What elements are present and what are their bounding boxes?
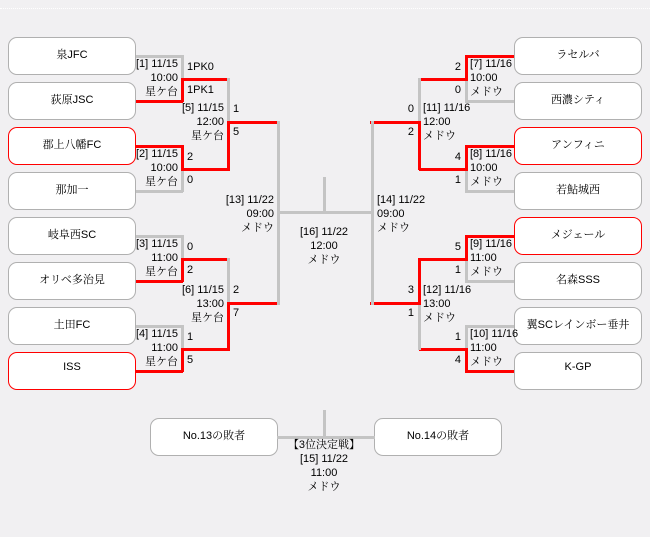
match6-info (150, 283, 224, 325)
m7-score-top: 2 (454, 61, 461, 73)
m4-connector-top (181, 325, 184, 350)
m8-winner-line (419, 168, 468, 171)
match-time: 11:00 (470, 252, 497, 264)
match13-info (196, 193, 274, 235)
team-box-right-7: 翼SCレインボー垂井 (514, 307, 642, 345)
match-time: 13:00 (196, 298, 224, 310)
match-venue: メドウ (470, 86, 503, 98)
m10-connector-top (465, 325, 468, 350)
match-time: 11:00 (470, 342, 497, 354)
match-time: 10:00 (150, 162, 178, 174)
team-box-right-1: ラセルバ (514, 37, 642, 75)
match-label: [13] 11/22 (225, 194, 274, 206)
m6-score-bottom: 7 (233, 307, 240, 319)
match7-info (470, 57, 512, 99)
m3-winner-line (181, 258, 230, 261)
match-label: [12] 11/16 (423, 284, 472, 296)
match-time: 11:00 (310, 467, 338, 479)
match-venue: 星ケ台 (145, 176, 178, 188)
match-label: [5] 11/15 (182, 102, 224, 114)
team-box-right-5: メジェール (514, 217, 642, 255)
m2-bottom-entry-line (136, 190, 183, 193)
match12-info (423, 283, 471, 325)
m4-winner-line (181, 348, 230, 351)
match-label: [4] 11/15 (136, 328, 178, 340)
match10-info (470, 327, 518, 369)
m9-connector-top (465, 235, 468, 260)
match-venue: メドウ (423, 130, 456, 142)
match-venue: メドウ (307, 481, 341, 493)
match8-info (470, 147, 512, 189)
team-box-left-4: 那加一 (8, 172, 136, 210)
m10-winner-line (419, 348, 468, 351)
match-time: 11:00 (151, 342, 178, 354)
m7-connector-top (465, 55, 468, 80)
m5-score-top: 1 (233, 103, 240, 115)
team-box-right-4: 若鮎城西 (514, 172, 642, 210)
match-venue: メドウ (470, 356, 503, 368)
m1-winner-line (181, 78, 230, 81)
match-label: [15] 11/22 (299, 453, 349, 465)
m3-connector-top (181, 235, 184, 260)
m8-connector-top (465, 145, 468, 170)
m11-score-top: 0 (407, 103, 414, 115)
m1-connector-bottom (181, 78, 184, 102)
m7-bottom-entry-line (465, 100, 514, 103)
match-label: [3] 11/15 (136, 238, 178, 250)
third-place-box-left: No.13の敗者 (150, 418, 278, 456)
m6-connector-top (227, 258, 230, 304)
m5-connector-bottom (227, 121, 230, 170)
m2-score-bottom: 0 (187, 174, 194, 186)
match-time: 10:00 (470, 162, 498, 174)
match2-info (104, 147, 178, 189)
match16-info (282, 225, 366, 267)
match-time: 10:00 (150, 72, 178, 84)
match15-info (272, 438, 376, 494)
match-venue: 星ケ台 (145, 356, 178, 368)
m12-score-bottom: 1 (407, 307, 414, 319)
m3-connector-bottom (181, 258, 184, 282)
match9-info (470, 237, 512, 279)
m2-score-top: 2 (187, 151, 194, 163)
match-label: [8] 11/16 (470, 148, 512, 160)
m9-winner-line (419, 258, 468, 261)
m7-connector-bottom (465, 78, 468, 102)
team-box-right-6: 名森SSS (514, 262, 642, 300)
team-box-left-3: 郡上八幡FC (8, 127, 136, 165)
m4-connector-bottom (181, 348, 184, 372)
match4-info (104, 327, 178, 369)
match3-info (104, 237, 178, 279)
m8-bottom-entry-line (465, 190, 514, 193)
m3-score-bottom: 2 (187, 264, 194, 276)
team-box-right-2: 西濃シティ (514, 82, 642, 120)
match-label: [2] 11/15 (136, 148, 178, 160)
match-label: [6] 11/15 (182, 284, 224, 296)
m11-winner-line (370, 121, 421, 124)
match-label: [11] 11/16 (423, 102, 471, 114)
m1-score-top: 1PK0 (187, 61, 214, 73)
m4-bottom-entry-line (136, 370, 183, 373)
team-box-left-1: 泉JFC (8, 37, 136, 75)
team-box-right-3: アンフィニ (514, 127, 642, 165)
m4-score-top: 1 (187, 331, 194, 343)
third-place-winner-line (323, 410, 326, 438)
m7-winner-line (419, 78, 468, 81)
team-box-left-7: 土田FC (8, 307, 136, 345)
m2-winner-line (181, 168, 230, 171)
third-place-box-right: No.14の敗者 (374, 418, 502, 456)
m12-score-top: 3 (407, 284, 414, 296)
m5-winner-line (227, 121, 280, 124)
match-venue: 星ケ台 (145, 86, 178, 98)
page-divider (0, 8, 650, 9)
match-venue: 星ケ台 (191, 130, 224, 142)
match11-info (423, 101, 470, 143)
match-venue: メドウ (470, 176, 503, 188)
m14-connector (371, 121, 374, 305)
m3-score-top: 0 (187, 241, 194, 253)
match-venue: メドウ (423, 312, 456, 324)
match-label: [7] 11/16 (470, 58, 512, 70)
match-venue: メドウ (377, 222, 410, 234)
m12-winner-line (370, 302, 421, 305)
m2-connector-top (181, 145, 184, 170)
match-venue: 星ケ台 (145, 266, 178, 278)
match14-info (377, 193, 425, 235)
m9-bottom-entry-line (465, 280, 514, 283)
match-label: [14] 11/22 (377, 194, 426, 206)
m10-score-bottom: 4 (454, 354, 461, 366)
m7-score-bottom: 0 (454, 84, 461, 96)
match-time: 11:00 (151, 252, 178, 264)
match-time: 12:00 (310, 240, 338, 252)
match-time: 09:00 (377, 208, 405, 220)
team-box-right-8: K-GP (514, 352, 642, 390)
m8-connector-bottom (465, 168, 468, 192)
team-box-left-5: 岐阜西SC (8, 217, 136, 255)
m1-score-bottom: 1PK1 (187, 84, 214, 96)
team-box-left-8: ISS (8, 352, 136, 390)
m6-connector-bottom (227, 302, 230, 350)
team-box-left-6: オリベ多治見 (8, 262, 136, 300)
match-label: [16] 11/22 (299, 226, 349, 238)
m10-score-top: 1 (454, 331, 461, 343)
m5-score-bottom: 5 (233, 126, 240, 138)
match5-info (150, 101, 224, 143)
match-venue: メドウ (470, 266, 503, 278)
champion-line (323, 177, 326, 212)
m10-connector-bottom (465, 348, 468, 372)
team-box-left-2: 荻原JSC (8, 82, 136, 120)
match-venue: 星ケ台 (191, 312, 224, 324)
match-venue: メドウ (307, 254, 341, 266)
match-time: 10:00 (470, 72, 498, 84)
m9-connector-bottom (465, 258, 468, 282)
m9-score-bottom: 1 (454, 264, 461, 276)
match-label: [1] 11/15 (136, 58, 178, 70)
m8-score-bottom: 1 (454, 174, 461, 186)
m8-score-top: 4 (454, 151, 461, 163)
m1-connector-top (181, 55, 184, 80)
m4-score-bottom: 5 (187, 354, 194, 366)
match-time: 09:00 (246, 208, 274, 220)
match-time: 13:00 (423, 298, 451, 310)
m11-score-bottom: 2 (407, 126, 414, 138)
match-venue: メドウ (241, 222, 274, 234)
match1-info (104, 57, 178, 99)
m5-connector-top (227, 78, 230, 123)
match-time: 12:00 (423, 116, 451, 128)
m2-connector-bottom (181, 168, 184, 192)
m6-winner-line (227, 302, 280, 305)
match-time: 12:00 (196, 116, 224, 128)
match-label: [10] 11/16 (470, 328, 519, 340)
m10-bottom-entry-line (465, 370, 514, 373)
match-label: [9] 11/16 (470, 238, 512, 250)
m6-score-top: 2 (233, 284, 240, 296)
third-place-heading: 【3位決定戦】 (287, 439, 361, 451)
m9-score-top: 5 (454, 241, 461, 253)
